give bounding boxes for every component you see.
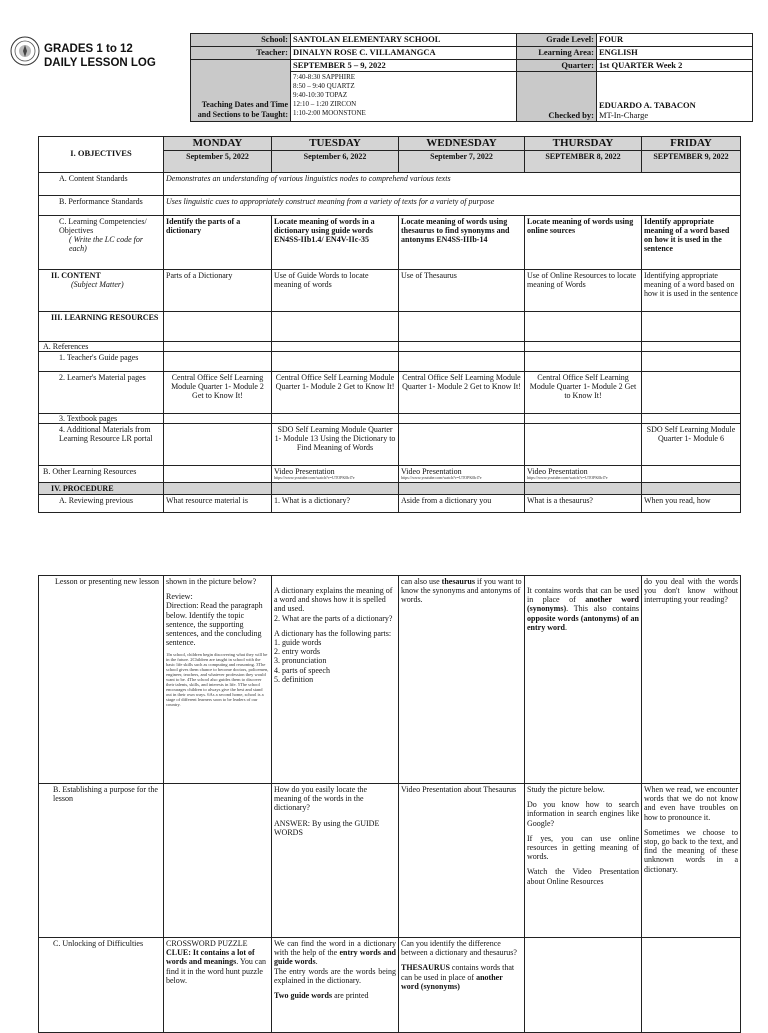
lesson-wednesday [399, 576, 525, 784]
lesson-thu-bold: opposite words (antonyms) of an entry word [527, 613, 639, 632]
lesson-monday [164, 576, 272, 784]
reviewing-friday: When you read, how [642, 494, 741, 512]
content-standards-text: Demonstrates an understanding of various linguistics nodes to comprehend various texts [164, 172, 741, 195]
lesson-label: Lesson or presenting new lesson [39, 576, 164, 784]
reviewing-label: A. Reviewing previous [39, 494, 164, 512]
checked-role: MT-In-Charge [599, 109, 649, 120]
date-monday: September 5, 2022 [164, 150, 272, 172]
competency-monday: Identify the parts of a dictionary [164, 215, 272, 269]
empty-cell [272, 482, 399, 494]
competencies-label-cell [39, 215, 164, 269]
empty-cell [642, 311, 741, 341]
day-tuesday: TUESDAY [272, 137, 399, 151]
purpose-tue-question: How do you easily locate the meaning of the words in the dictionary? [274, 785, 368, 813]
lesson-tue-p2: 2. What are the parts of a dictionary? [274, 613, 393, 623]
empty-cell [399, 482, 525, 494]
teacher-label: Teacher: [191, 46, 291, 59]
unl-wed-bold: THESAURUS [401, 963, 450, 973]
lesson-table-page2 [38, 575, 741, 1033]
purpose-wednesday: Video Presentation about Thesaurus [399, 784, 525, 938]
unl-tue-bold: entry words and guide words [274, 948, 396, 967]
unl-tue-p2: The entry words are the words being explained in the dictionary. [274, 966, 396, 985]
procedure-label: IV. PROCEDURE [39, 482, 164, 494]
performance-standards-text: Uses linguistic cues to appropriately construct meaning from a variety of texts for a variety of purpose [164, 195, 741, 215]
empty-cell [642, 371, 741, 413]
lm-thursday: Central Office Self Learning Module Quarter 1- Module 2 Get to Know It! [525, 371, 642, 413]
content-thursday: Use of Online Resources to locate meaning of Words [525, 269, 642, 311]
lesson-mon-p1: shown in the picture below? [166, 577, 257, 586]
empty-cell [642, 351, 741, 371]
content-wednesday: Use of Thesaurus [399, 269, 525, 311]
purpose-thu-p: Do you know how to search information in search engines like Google? [527, 800, 639, 828]
empty-cell [525, 482, 642, 494]
school-value: SANTOLAN ELEMENTARY SCHOOL [291, 34, 517, 47]
purpose-tuesday [272, 784, 399, 938]
school-label: School: [191, 34, 291, 47]
empty-cell [525, 938, 642, 1033]
day-monday: MONDAY [164, 137, 272, 151]
video-thursday [525, 466, 642, 483]
crossword-rest: . You can find it in the word hunt puzzle below. [166, 957, 267, 985]
checked-label: Checked by: [517, 72, 597, 122]
unlocking-label: C. Unlocking of Difficulties [39, 938, 164, 1033]
performance-standards-label: B. Performance Standards [39, 195, 164, 215]
grade-label: Grade Level: [517, 34, 597, 47]
day-wednesday: WEDNESDAY [399, 137, 525, 151]
lm-monday: Central Office Self Learning Module Quarter 1- Module 2 Get to Know It! [164, 371, 272, 413]
lesson-wed-bold: thesaurus [441, 577, 475, 586]
empty-cell [272, 351, 399, 371]
video-label: Video Presentation [274, 467, 335, 477]
unl-wed-text: contains words that can be used in place of [401, 963, 515, 982]
area-value: ENGLISH [597, 46, 753, 59]
empty-cell [525, 424, 642, 466]
content-friday: Identifying appropriate meaning of a word based on how it is used in the sentence [642, 269, 741, 311]
document-title [44, 42, 156, 70]
add-friday: SDO Self Learning Module Quarter 1- Module 6 [642, 424, 741, 466]
checked-name: EDUARDO A. TABACON [599, 99, 696, 110]
lesson-thu-text: . This also contains [566, 604, 639, 614]
empty-cell [272, 311, 399, 341]
empty-cell [525, 413, 642, 423]
reviewing-thursday: What is a thesaurus? [525, 494, 642, 512]
empty-cell [272, 341, 399, 351]
lesson-thursday [525, 576, 642, 784]
grade-value: FOUR [597, 34, 753, 47]
empty-cell [164, 424, 272, 466]
teacher-value: DINALYN ROSE C. VILLAMANGCA [291, 46, 517, 59]
reviewing-monday: What resource material is [164, 494, 272, 512]
add-tuesday: SDO Self Learning Module Quarter 1- Module 13 Using the Dictionary to Find Meaning of Words [272, 424, 399, 466]
empty-cell [399, 413, 525, 423]
purpose-thu-p: Watch the Video Presentation about Online Resources [527, 867, 639, 886]
unlocking-wednesday [399, 938, 525, 1033]
resources-label: III. LEARNING RESOURCES [39, 311, 164, 341]
teachers-guide-label: 1. Teacher's Guide pages [39, 351, 164, 371]
empty-cell [164, 482, 272, 494]
unl-tue-text: are printed [332, 990, 369, 1000]
video-url[interactable]: https://www.youtube.com/watch?v=UTOPK0lrl7e [527, 475, 608, 481]
crossword-clue: CLUE: It contains a lot of words and meanings [166, 948, 255, 967]
unlocking-monday [164, 938, 272, 1033]
lesson-wed-text: can also use [401, 577, 442, 586]
content-standards-label: A. Content Standards [39, 172, 164, 195]
unl-tue-text: We can find the word in a dictionary with the help of the [274, 939, 396, 958]
purpose-thu-p: Study the picture below. [527, 785, 605, 794]
video-wednesday [399, 466, 525, 483]
section-item: 9:40-10:30 TOPAZ [293, 91, 348, 100]
unlocking-tuesday: We can find the word in a dictionary with the help of the entry words and guide words. The entry words are the words being explained in the dictionary. Two guide words are printed [272, 938, 399, 1033]
dictionary-part: 4. parts of speech [274, 665, 330, 675]
video-url[interactable]: https://www.youtube.com/watch?v=UTOPK0lrl7e [401, 475, 482, 481]
section-item: 1:10-2:00 MOONSTONE [293, 109, 366, 118]
unl-wed-bold: another word (synonyms) [401, 972, 503, 991]
empty-cell [272, 413, 399, 423]
reviewing-tuesday: 1. What is a dictionary? [272, 494, 399, 512]
competencies-label: C. Learning Competencies/ Objectives [59, 216, 147, 235]
lm-wednesday: Central Office Self Learning Module Quarter 1- Module 2 Get to Know It! [399, 371, 525, 413]
sections-list [291, 72, 517, 122]
empty-cell [399, 424, 525, 466]
empty-cell [164, 311, 272, 341]
content-label-cell [39, 269, 164, 311]
empty-cell [525, 351, 642, 371]
empty-cell [164, 466, 272, 483]
dictionary-part: 3. pronunciation [274, 656, 327, 666]
date-tuesday: September 6, 2022 [272, 150, 399, 172]
purpose-fri-p: Sometimes we choose to stop, go back to the text, and find the meaning of these unknown words in a dictionary. [644, 827, 738, 874]
empty-cell [164, 341, 272, 351]
competency-tuesday: Locate meaning of words in a dictionary using guide words EN4SS-IIb1.4/ EN4V-IIc-35 [272, 215, 399, 269]
textbook-label: 3. Textbook pages [39, 413, 164, 423]
purpose-friday [642, 784, 741, 938]
lesson-thu-text: It contains words that can be used in place of [527, 586, 639, 605]
empty-cell [642, 341, 741, 351]
content-label: II. CONTENT [51, 270, 101, 280]
additional-materials-label: 4. Additional Materials from Learning Resource LR portal [39, 424, 164, 466]
other-resources-label: B. Other Learning Resources [39, 466, 164, 483]
reviewing-wednesday: Aside from a dictionary you [399, 494, 525, 512]
lesson-tuesday [272, 576, 399, 784]
area-label: Learning Area: [517, 46, 597, 59]
section-item: 8:50 – 9:40 QUARTZ [293, 82, 355, 91]
references-label: A. References [39, 341, 164, 351]
empty-cell [164, 784, 272, 938]
video-label: Video Presentation [401, 467, 462, 477]
lesson-mon-direction: Direction: Read the paragraph below. Identify the topic sentence, the supporting sentences, and the concluding sentence. [166, 601, 263, 648]
video-url[interactable]: https://www.youtube.com/watch?v=UTOPK0lrl7e [274, 475, 355, 481]
empty-cell [642, 413, 741, 423]
lesson-thu-text: . [565, 622, 567, 632]
purpose-label: B. Establishing a purpose for the lesson [39, 784, 164, 938]
purpose-thursday [525, 784, 642, 938]
empty-cell [399, 341, 525, 351]
content-monday: Parts of a Dictionary [164, 269, 272, 311]
empty-cell [399, 311, 525, 341]
crossword-title: CROSSWORD PUZZLE [166, 939, 248, 948]
content-tuesday: Use of Guide Words to locate meaning of words [272, 269, 399, 311]
lesson-thu-bold: another word (synonyms) [527, 595, 639, 614]
lesson-friday: do you deal with the words you don't know without interrupting your reading? [642, 576, 741, 784]
competency-wednesday: Locate meaning of words using thesaurus to find synonyms and antonyms EN4SS-IIIb-14 [399, 215, 525, 269]
day-thursday: THURSDAY [525, 137, 642, 151]
competencies-note: ( Write the LC code for each) [69, 235, 143, 254]
empty-cell [164, 413, 272, 423]
competency-thursday: Locate meaning of words using online sources [525, 215, 642, 269]
dates-label: Teaching Dates and Time and Sections to be Taught: [191, 59, 291, 122]
content-sub: (Subject Matter) [71, 279, 124, 289]
dictionary-part: 5. definition [274, 674, 314, 684]
section-item: 7:40-8:30 SAPPHIRE [293, 73, 356, 82]
lesson-mon-review: Review: [166, 592, 193, 602]
unl-tue-bold: Two guide words [274, 990, 333, 1000]
lesson-tue-p1: A dictionary explains the meaning of a word and shows how it is spelled and used. [274, 586, 393, 614]
lesson-table-page1 [38, 136, 741, 513]
title-line1: GRADES 1 to 12 [44, 43, 133, 55]
lesson-tue-p3: A dictionary has the following parts: [274, 628, 392, 638]
lm-tuesday: Central Office Self Learning Module Quarter 1- Module 2 Get to Know It! [272, 371, 399, 413]
empty-cell [164, 351, 272, 371]
empty-cell [642, 482, 741, 494]
dates-value: SEPTEMBER 5 – 9, 2022 [291, 59, 517, 72]
purpose-thu-p: If yes, you can use online resources in getting meaning of words. [527, 833, 639, 862]
objectives-header: I. OBJECTIVES [39, 137, 164, 173]
lesson-wed-text: if you want to know the synonyms and antonyms of words. [401, 577, 522, 605]
deped-seal-icon [10, 36, 40, 66]
date-thursday: SEPTEMBER 8, 2022 [525, 150, 642, 172]
quarter-value: 1st QUARTER Week 2 [597, 59, 753, 72]
dictionary-part: 2. entry words [274, 647, 320, 657]
competency-friday: Identify appropriate meaning of a word based on how it is used in the sentence [642, 215, 741, 269]
unl-wed-p1: Can you identify the difference between a dictionary and thesaurus? [401, 939, 517, 958]
empty-cell [642, 466, 741, 483]
purpose-tue-answer: ANSWER: By using the GUIDE WORDS [274, 818, 380, 837]
date-friday: SEPTEMBER 9, 2022 [642, 150, 741, 172]
dictionary-part: 1. guide words [274, 637, 322, 647]
empty-cell [399, 351, 525, 371]
learners-material-label: 2. Learner's Material pages [39, 371, 164, 413]
empty-cell [642, 938, 741, 1033]
empty-cell [525, 311, 642, 341]
purpose-fri-p: When we read, we encounter words that we do not know and even have troubles on how to pronounce it. [644, 785, 738, 822]
title-line2: DAILY LESSON LOG [44, 57, 156, 69]
checked-block [597, 72, 753, 122]
day-friday: FRIDAY [642, 137, 741, 151]
section-item: 12:10 – 1:20 ZIRCON [293, 100, 357, 109]
lesson-mon-paragraph: 1In school, children begin discovering what they will be in the future. 2Children are taught in school with the basic life skills such as computing and reasoning. 3The school gives them chance to become doctors, policemen, engineer, teachers, and whatever profession they would want to be. 4The school also guides them to discover their talents, skills, and interests in life. 5The school encourages children to always give the best and stand out in their own ways. 6As a second home, school is a stage of different learners soon to be leaders of our country. [166, 652, 269, 707]
video-label: Video Presentation [527, 467, 588, 477]
date-wednesday: September 7, 2022 [399, 150, 525, 172]
video-tuesday [272, 466, 399, 483]
empty-cell [525, 341, 642, 351]
quarter-label: Quarter: [517, 59, 597, 72]
header-table [190, 33, 753, 122]
